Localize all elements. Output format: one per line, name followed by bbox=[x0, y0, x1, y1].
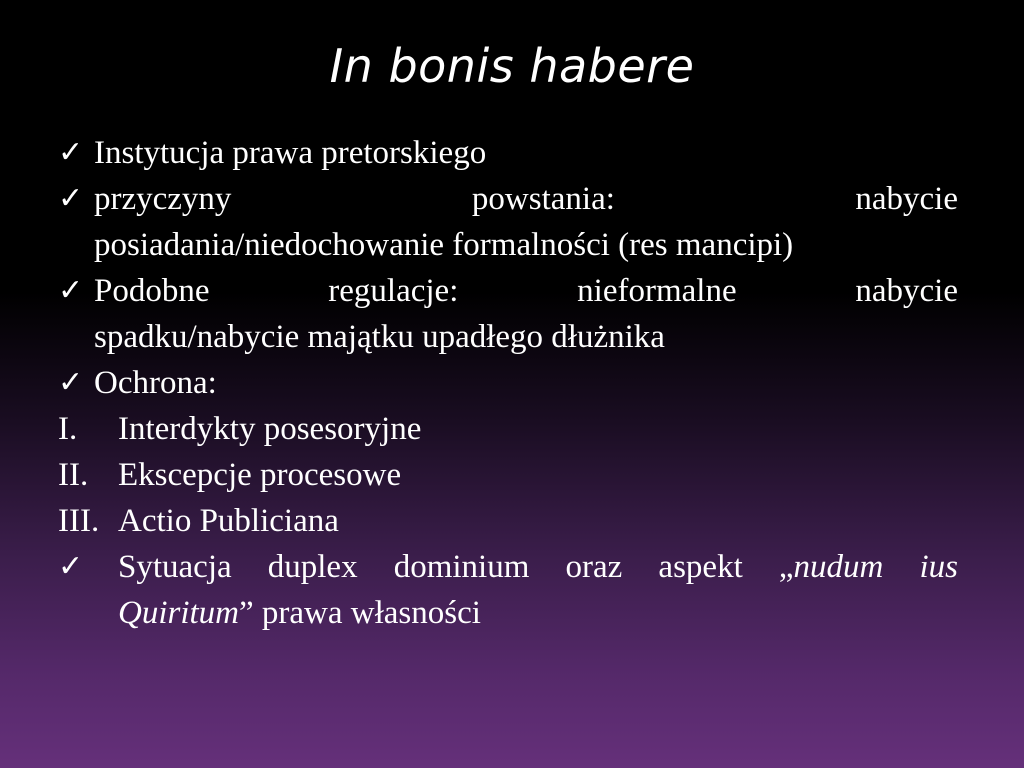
slide-title: In bonis habere bbox=[329, 39, 695, 93]
numbered-item bbox=[58, 406, 958, 452]
numbered-text: Interdykty posesoryjne bbox=[118, 411, 422, 447]
checkmark-icon: ✓ bbox=[58, 181, 84, 216]
slide-body bbox=[58, 130, 958, 636]
bullet-item bbox=[58, 268, 958, 360]
bullet-text: Sytuacja duplex dominium oraz aspekt „nudum ius bbox=[118, 549, 959, 585]
checkmark-icon: ✓ bbox=[58, 135, 84, 170]
bullet-item bbox=[58, 544, 958, 636]
bullet-text-continuation: spadku/nabycie majątku upadłego dłużnika bbox=[94, 319, 665, 355]
bullet-text: Instytucja prawa pretorskiego bbox=[94, 135, 487, 171]
bullet-text: Ochrona: bbox=[94, 365, 217, 401]
checkmark-icon: ✓ bbox=[58, 365, 84, 400]
numbered-text: Actio Publiciana bbox=[118, 503, 339, 539]
bullet-text: Podobne regulacje: nieformalne nabycie bbox=[94, 273, 958, 309]
checkmark-icon: ✓ bbox=[58, 273, 84, 308]
bullet-item bbox=[58, 130, 958, 176]
bullet-text: przyczyny powstania: nabycie bbox=[94, 181, 958, 217]
numbered-item bbox=[58, 452, 958, 498]
bullet-text-continuation: Quiritum” prawa własności bbox=[118, 595, 481, 631]
checkmark-icon: ✓ bbox=[58, 549, 84, 584]
numbered-text: Ekscepcje procesowe bbox=[118, 457, 402, 493]
numbered-item bbox=[58, 498, 958, 544]
bullet-item bbox=[58, 360, 958, 406]
bullet-item bbox=[58, 176, 958, 268]
roman-numeral: I. bbox=[58, 411, 78, 447]
roman-numeral: III. bbox=[58, 503, 100, 539]
bullet-text-continuation: posiadania/niedochowanie formalności (res mancipi) bbox=[94, 227, 794, 263]
roman-numeral: II. bbox=[58, 457, 89, 493]
